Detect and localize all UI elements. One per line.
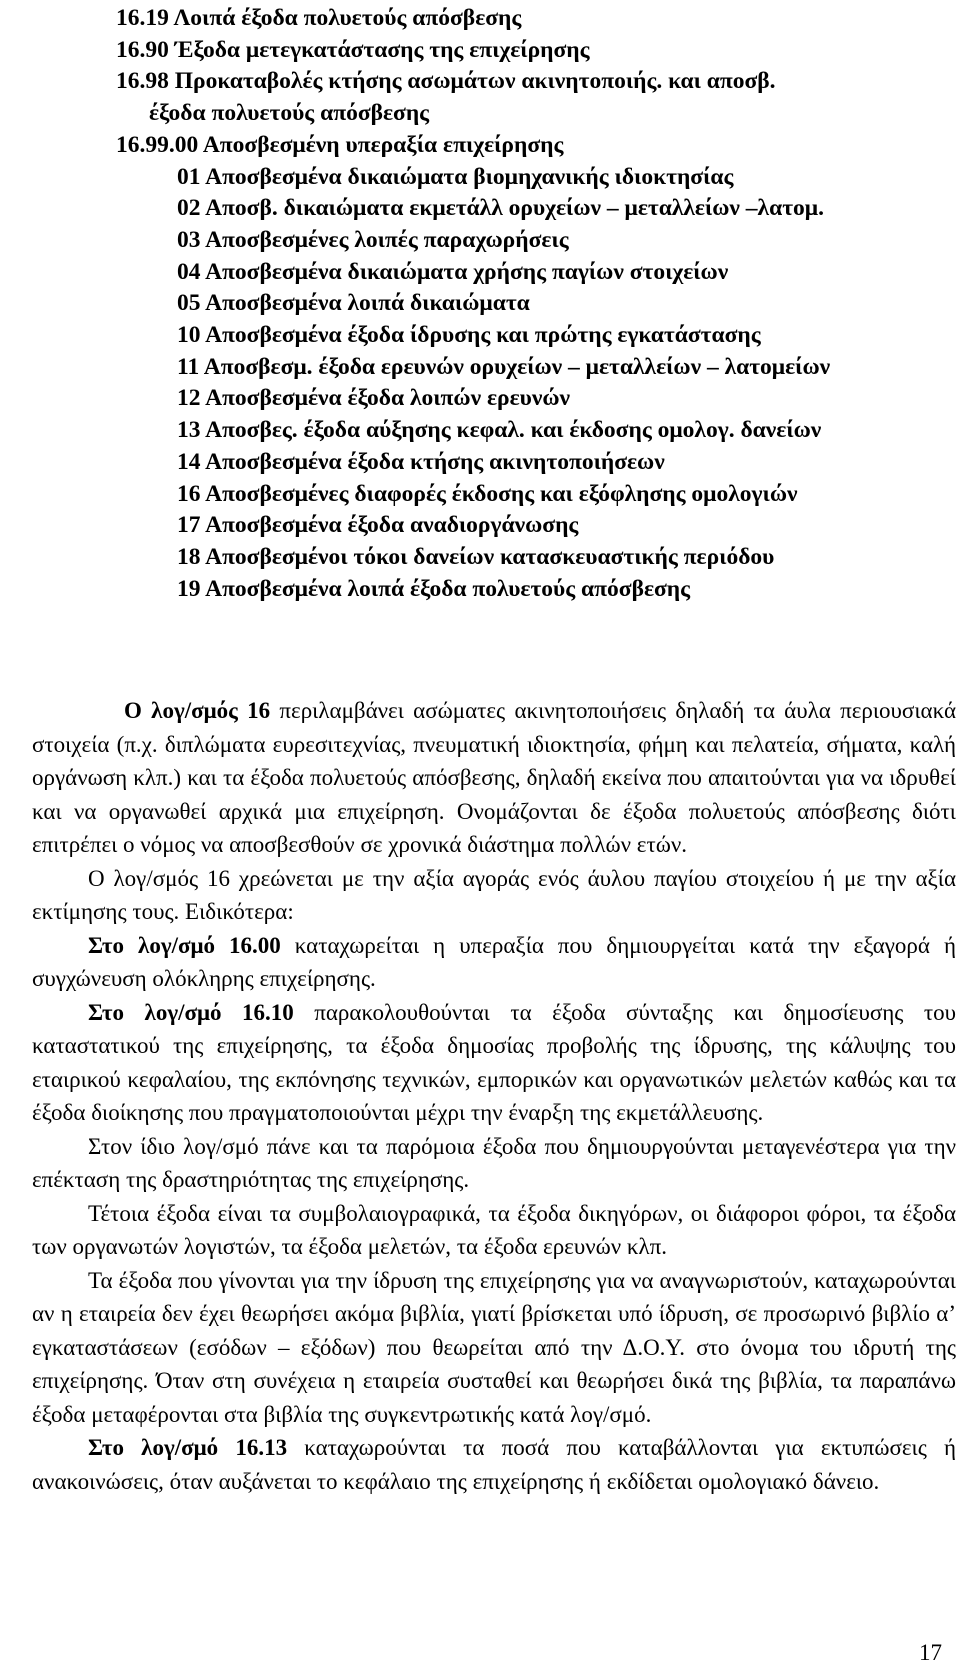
paragraph <box>32 996 956 1130</box>
account-list-item: 19 Αποσβεσμένα λοιπά έξοδα πολυετούς απόσβεσης <box>177 575 691 602</box>
account-list-item: 16.98 Προκαταβολές κτήσης ασωμάτων ακινητοποιής. και αποσβ. <box>116 68 776 95</box>
paragraph <box>32 1264 956 1432</box>
account-list-item: 11 Αποσβεσμ. έξοδα ερευνών ορυχείων – μεταλλείων – λατομείων <box>177 353 831 380</box>
account-list-item: 01 Αποσβεσμένα δικαιώματα βιομηχανικής ιδιοκτησίας <box>177 163 734 190</box>
account-list-item: 16.19 Λοιπά έξοδα πολυετούς απόσβεσης <box>116 5 522 31</box>
account-list-item: 12 Αποσβεσμένα έξοδα λοιπών ερευνών <box>177 385 570 412</box>
paragraph-text: Στον ίδιο λογ/σμό πάνε και τα παρόμοια έξοδα που δημιουργούνται μεταγενέστερα για την επέκταση της δραστηριότητας της επιχείρησης. <box>32 1133 956 1192</box>
paragraph <box>32 1197 956 1264</box>
paragraph-lead-term: Στο λογ/σμό 16.10 <box>88 999 294 1025</box>
paragraph-text: περιλαμβάνει ασώματες ακινητοποιήσεις δηλαδή τα άυλα περιουσιακά στοιχεία (π.χ. διπλώματα ευρεσιτεχνίας, πνευματική ιδιοκτησία, φήμη και πελατεία, σήματα, καλή οργάνωση κλπ.) και τα έξοδα πολυετούς απόσβεσης, δηλαδή εκείνα που απαιτούνται για να ιδρυθεί και να οργανωθεί αρχικά μια επιχείρηση. Ονομάζονται δε έξοδα πολυετούς απόσβεσης διότι επιτρέπει ο νόμος να αποσβεσθούν σε χρονικά διάστημα πολλών ετών. <box>32 698 957 857</box>
paragraph-text: καταχωρούνται τα ποσά που καταβάλλονται για εκτυπώσεις ή ανακοινώσεις, όταν αυξάνεται το κεφάλαιο της επιχείρησης ή εκδίδεται ομολογιακό δάνειο. <box>32 1435 956 1494</box>
account-list-item: 05 Αποσβεσμένα λοιπά δικαιώματα <box>177 290 530 317</box>
account-list-item: 16 Αποσβεσμένες διαφορές έκδοσης και εξόφλησης ομολογιών <box>177 480 798 507</box>
paragraph-text: παρακολουθούνται τα έξοδα σύνταξης και δημοσίευσης του καταστατικού της επιχείρησης, τα έξοδα δημοσίας προβολής της ίδρυσης, της κάλυψης του εταιρικού κεφαλαίου, της εκπόνησης τεχνικών, εμπορικών και οργανωτικών μελετών καθώς και τα έξοδα διοίκησης που πραγματοποιούνται μέχρι την έναρξη της εκμετάλλευσης. <box>32 999 956 1125</box>
account-list-item: 16.99.00 Αποσβεσμένη υπεραξία επιχείρησης <box>116 131 564 158</box>
paragraph-text: Τέτοια έξοδα είναι τα συμβολαιογραφικά, τα έξοδα δικηγόρων, οι διάφοροι φόροι, τα έξοδα των οργανωτών λογιστών, τα έξοδα μελετών, τα έξοδα ερευνών κλπ. <box>32 1200 956 1259</box>
paragraph-text: Τα έξοδα που γίνονται για την ίδρυση της επιχείρησης για να αναγνωριστούν, καταχωρούνται αν η εταιρεία δεν έχει θεωρήσει ακόμα βιβλία, γιατί βρίσκεται υπό ίδρυση, σε προσωρινό βιβλίο α’ εγκαταστάσεων (εσόδων – εξόδων) που θεωρείται από την Δ.Ο.Υ. στο όνομα του ιδρυτή της επιχείρησης. Όταν στη συνέχεια η εταιρεία συσταθεί και θεωρήσει δικά της βιβλία, τα παραπάνω έξοδα μεταφέρονται στα βιβλία της συγκεντρωτικής κατά λογ/σμό. <box>32 1267 956 1427</box>
paragraph <box>32 862 956 929</box>
paragraph <box>32 1431 956 1498</box>
paragraph-lead-term: Ο λογ/σμός 16 <box>124 698 271 723</box>
account-list-item: έξοδα πολυετούς απόσβεσης <box>149 100 430 127</box>
account-list-item: 13 Αποσβες. έξοδα αύξησης κεφαλ. και έκδοσης ομολογ. δανείων <box>177 417 822 444</box>
account-list-item: 16.90 Έξοδα μετεγκατάστασης της επιχείρησης <box>116 36 590 63</box>
account-list-item: 02 Αποσβ. δικαιώματα εκμετάλλ ορυχείων – μεταλλείων –λατομ. <box>177 195 824 222</box>
account-list-item: 10 Αποσβεσμένα έξοδα ίδρυσης και πρώτης εγκατάστασης <box>177 322 761 348</box>
page-number: 17 <box>919 1640 942 1665</box>
account-list-item: 17 Αποσβεσμένα έξοδα αναδιοργάνωσης <box>177 512 579 539</box>
paragraph-lead-term: Στο λογ/σμό 16.13 <box>88 1435 288 1460</box>
paragraph-text: Ο λογ/σμός 16 χρεώνεται με την αξία αγοράς ενός άυλου παγίου στοιχείου ή με την αξία εκτίμησης τους. Ειδικότερα: <box>32 865 956 924</box>
body-text <box>32 694 956 1498</box>
paragraph <box>32 694 956 862</box>
account-list-item: 14 Αποσβεσμένα έξοδα κτήσης ακινητοποιήσεων <box>177 448 665 475</box>
account-list-item: 03 Αποσβεσμένες λοιπές παραχωρήσεις <box>177 226 569 253</box>
paragraph <box>32 929 956 996</box>
account-list-item: 18 Αποσβεσμένοι τόκοι δανείων κατασκευαστικής περιόδου <box>177 543 775 570</box>
paragraph-text: καταχωρείται η υπεραξία που δημιουργείται κατά την εξαγορά ή συγχώνευση ολόκληρης επιχείρησης. <box>32 932 956 991</box>
paragraph <box>32 1130 956 1197</box>
account-list-item: 04 Αποσβεσμένα δικαιώματα χρήσης παγίων στοιχείων <box>177 258 729 285</box>
paragraph-lead-term: Στο λογ/σμό 16.00 <box>88 932 281 958</box>
